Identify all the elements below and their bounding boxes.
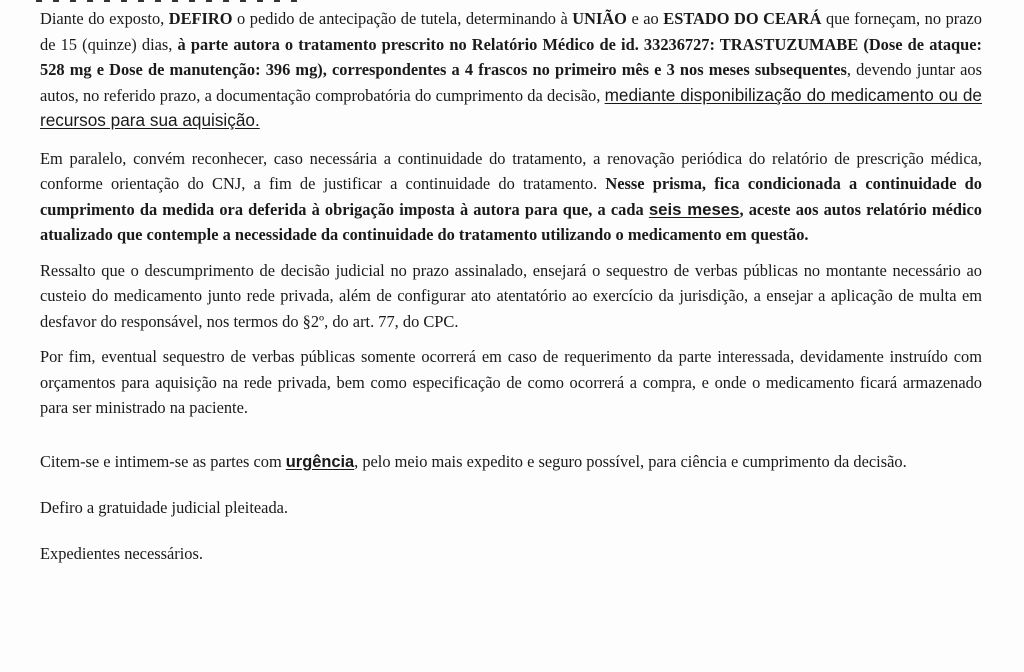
paragraph-sequestration: Por fim, eventual sequestro de verbas públicas somente ocorrerá em caso de requerimento da parte interessada, devidamente instruído com orçamentos para aquisição na rede privada, bem como especificação de como ocorrerá a compra, e onde o medicamento ficará armazenado para ser ministrado na paciente. <box>40 347 982 417</box>
text: e ao <box>626 9 664 28</box>
document-body <box>40 6 982 566</box>
underlined-six-months: seis meses <box>648 199 740 219</box>
bold-treatment: à parte autora o tratamento prescrito no Relatório Médico de id. 33236727: TRASTUZUMABE (Dose de ataque: 528 mg e Dose de manutenção: 396 mg), correspondentes a 4 frascos no primeiro mês e 3 nos meses subsequentes <box>40 34 983 79</box>
text: Citem-se e intimem-se as partes com <box>40 451 286 471</box>
text: que forneçam, no prazo de 15 (quinze) dias, <box>40 9 982 54</box>
paragraph-expedients: Expedientes necessários. <box>40 543 203 563</box>
paragraph-citation <box>40 449 982 476</box>
paragraph-continuity <box>40 146 982 248</box>
bold-condition: Nesse prisma, fica condicionada a continuidade do cumprimento da medida ora deferida à obrigação imposta à autora para que, a cada <box>40 174 982 219</box>
text: , pelo meio mais expedito e seguro possível, para ciência e cumprimento da decisão. <box>354 451 907 471</box>
text: o pedido de antecipação de tutela, determinando à <box>232 9 573 28</box>
paragraph-gratuity: Defiro a gratuidade judicial pleiteada. <box>40 498 289 517</box>
paragraph-decision <box>40 6 982 134</box>
text: Em paralelo, convém reconhecer, caso necessária a continuidade do tratamento, a renovação periódica do relatório de prescrição médica, conforme orientação do CNJ, a fim de justificar a continuidade do tratamento. <box>40 148 982 193</box>
bold-estado-ceara: ESTADO DO CEARÁ <box>663 9 822 28</box>
paragraph-noncompliance: Ressalto que o descumprimento de decisão judicial no prazo assinalado, ensejará o sequestro de verbas públicas no montante necessário ao custeio do medicamento junto rede privada, além de configurar ato atentatório ao exercício da jurisdição, a ensejar a aplicação de multa em desfavor do responsável, nos termos do §2º, do art. 77, do CPC. <box>40 260 982 331</box>
text: , devendo juntar aos autos, no referido prazo, a documentação comprobatória do cumprimento da decisão, <box>40 60 982 105</box>
cropped-text-fragment <box>36 0 436 2</box>
underlined-medication-provision: mediante disponibilização do medicamento ou de recursos para sua aquisição. <box>40 84 982 130</box>
text: Diante do exposto, <box>40 9 169 28</box>
bold-uniao: UNIÃO <box>572 9 627 28</box>
bold-condition-end: , aceste aos autos relatório médico atualizado que contemple a necessidade da continuidade do tratamento utilizando o medicamento em questão. <box>40 199 982 244</box>
underlined-urgencia: urgência <box>285 452 355 471</box>
bold-defiro: DEFIRO <box>168 9 233 28</box>
